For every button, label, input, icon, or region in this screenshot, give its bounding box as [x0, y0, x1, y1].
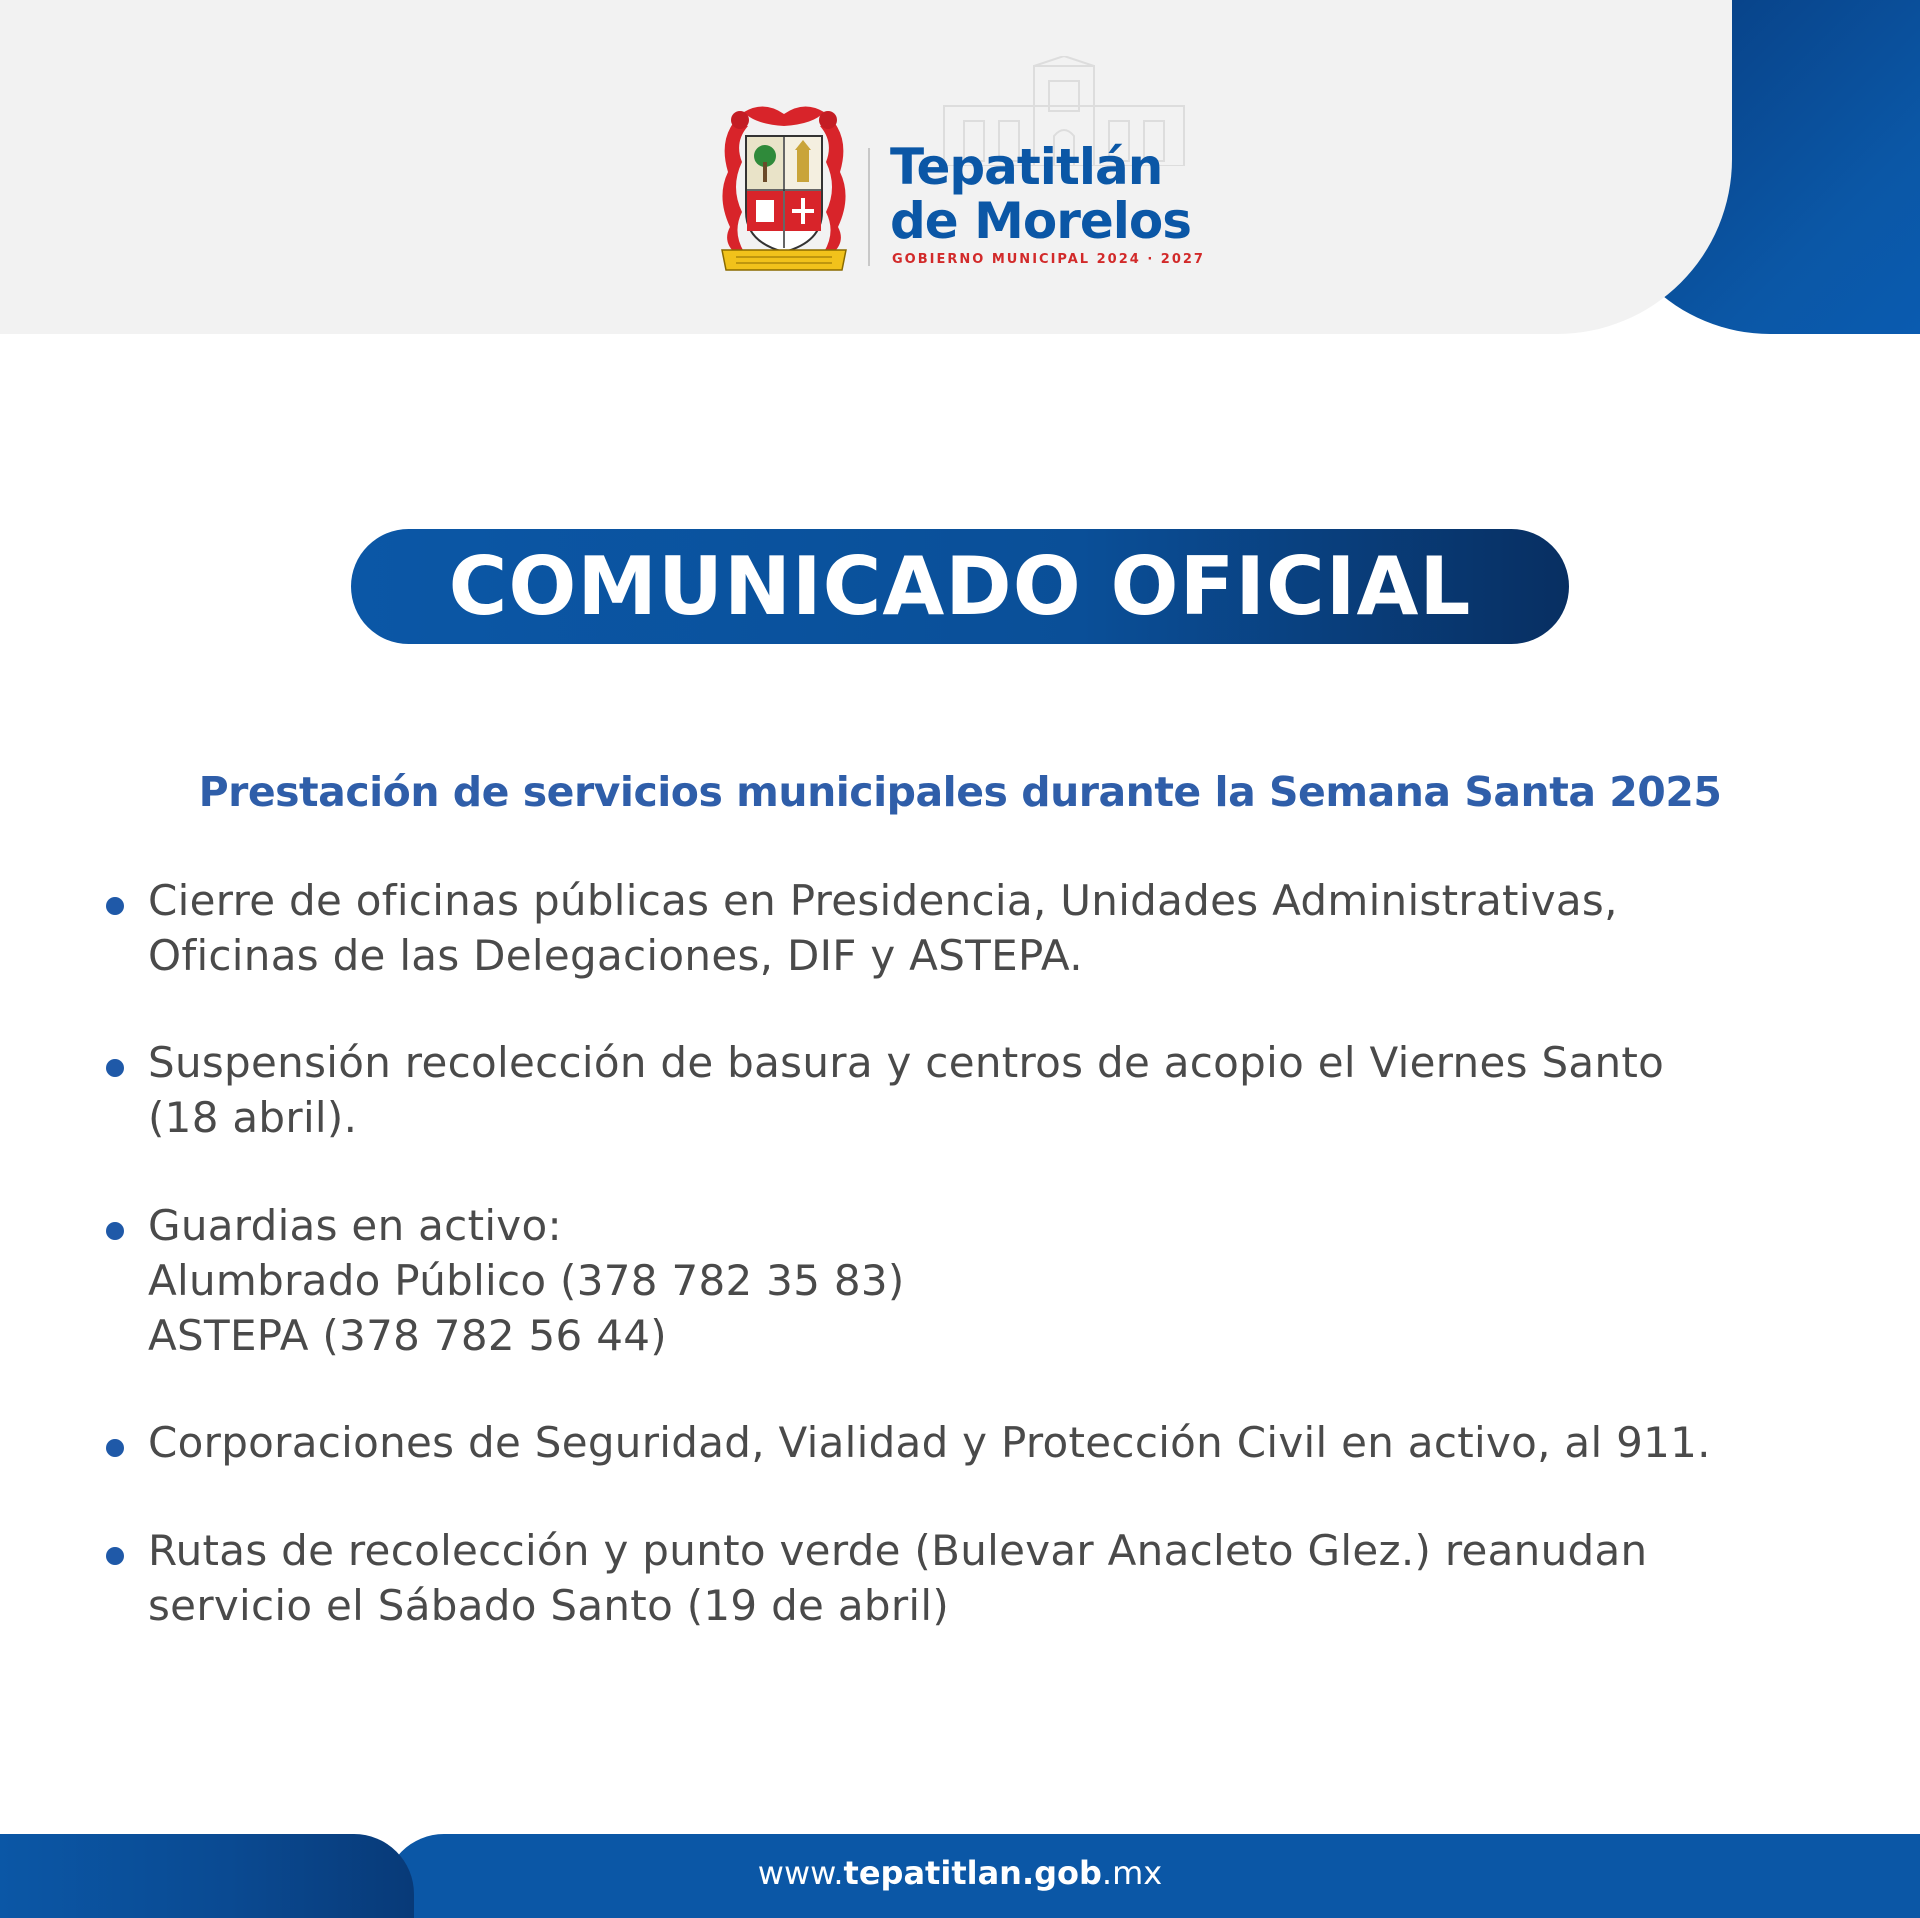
bullet-icon — [106, 897, 124, 915]
list-item-text: Guardias en activo: — [148, 1201, 562, 1250]
list-item-text: (18 abril). — [148, 1093, 358, 1142]
city-name-line2: de Morelos — [890, 192, 1192, 250]
list-item-text: ASTEPA (378 782 56 44) — [148, 1311, 667, 1360]
bullet-icon — [106, 1059, 124, 1077]
government-period: GOBIERNO MUNICIPAL 2024 · 2027 — [892, 252, 1205, 267]
list-item — [106, 1035, 1664, 1145]
bullet-icon — [106, 1222, 124, 1240]
list-item-text: Oficinas de las Delegaciones, DIF y ASTEPA. — [148, 931, 1083, 980]
bullet-icon — [106, 1547, 124, 1565]
list-item — [106, 1198, 905, 1363]
list-item-text: servicio el Sábado Santo (19 de abril) — [148, 1581, 950, 1630]
city-name-line1: Tepatitlán — [890, 138, 1163, 196]
list-item — [106, 1415, 1711, 1470]
website-link[interactable] — [0, 1854, 1920, 1892]
subtitle: Prestación de servicios municipales durante la Semana Santa 2025 — [198, 768, 1722, 816]
page-title: COMUNICADO OFICIAL — [448, 540, 1472, 633]
website-domain: tepatitlan.gob — [843, 1854, 1102, 1892]
list-item-text: Cierre de oficinas públicas en Presidencia, Unidades Administrativas, — [148, 876, 1618, 925]
list-item-text: Corporaciones de Seguridad, Vialidad y Protección Civil en activo, al 911. — [148, 1418, 1711, 1467]
list-item-text: Suspensión recolección de basura y centros de acopio el Viernes Santo — [148, 1038, 1665, 1087]
website-prefix: www. — [757, 1854, 844, 1892]
website-suffix: .mx — [1101, 1854, 1163, 1892]
logo-divider — [868, 148, 870, 266]
list-item-text: Alumbrado Público (378 782 35 83) — [148, 1256, 905, 1305]
list-item-text: Rutas de recolección y punto verde (Bulevar Anacleto Glez.) reanudan — [148, 1526, 1648, 1575]
list-item — [106, 873, 1618, 983]
bullet-icon — [106, 1439, 124, 1457]
list-item — [106, 1523, 1647, 1633]
coat-of-arms-icon — [714, 102, 854, 274]
title-banner — [351, 529, 1569, 644]
municipal-logo — [714, 102, 1234, 282]
